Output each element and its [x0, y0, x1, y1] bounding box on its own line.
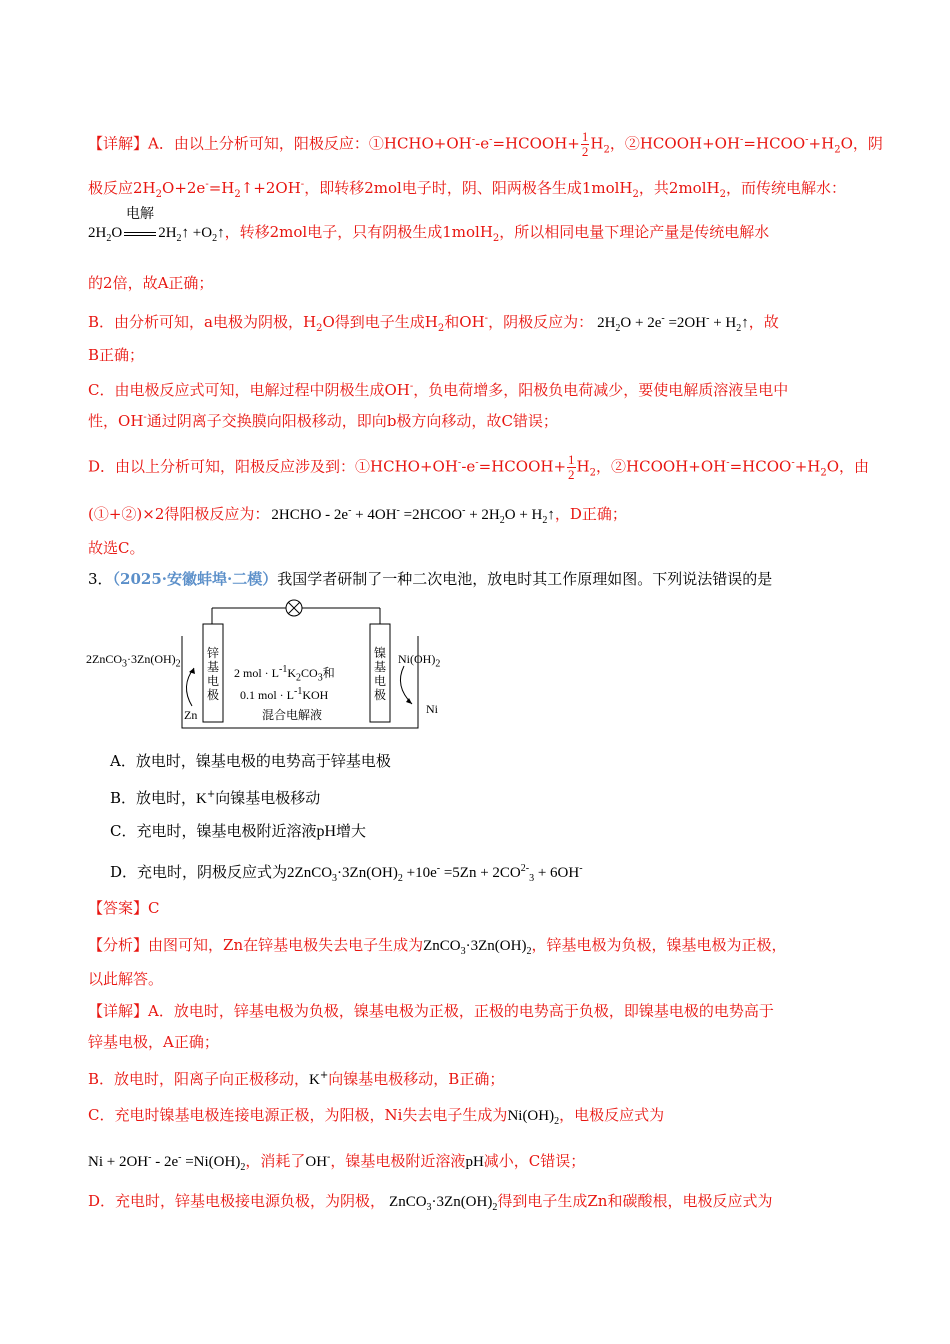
nickel-electrode-label: 镍 基 电 极	[373, 646, 386, 702]
left-compound-label: $2ZnCO_3\cdot 3Zn(OH)_2$	[86, 652, 181, 670]
option-b-explanation: B．由分析可知，a电极为阴极，$H_2O$得到电子生成$H_2$和OH-，阴极反应为： $2H_2O + 2e^- =2OH^-$ + $H_2↑$，故	[88, 313, 779, 334]
detail-tag: 【详解】	[88, 134, 149, 153]
electrolyte-line-3: 混合电解液	[262, 708, 323, 722]
option-d: D．充电时，阴极反应式为$2ZnCO_3\cdot 3Zn(OH)_2 +10e^- =5Zn + 2CO^{2-}_3 + 6OH^-$	[110, 863, 583, 884]
option-b: B．放电时，K+向镍基电极移动	[110, 789, 321, 807]
battery-diagram	[86, 596, 466, 736]
detail2-line-2: 锌基电极，A正确；	[88, 1033, 219, 1051]
zinc-electrode-label: 锌 基 电 极	[206, 646, 219, 702]
detail2-option-d: D．充电时，锌基电极接电源负极，为阴极， $ZnCO_3\cdot 3Zn(OH)_2$得到电子生成Zn和碳酸根，电极反应式为	[88, 1192, 773, 1213]
electrolyte-line-1: 2 mol · $L^{-1}K_2CO_3$和	[234, 664, 335, 684]
ni-label: Ni	[426, 702, 438, 716]
option-c: C．充电时，镍基电极附近溶液pH增大	[110, 822, 367, 840]
zn-label: Zn	[184, 708, 198, 722]
electrolysis-equation: 电解 $2H_2O$ $2H_2↑$ $+O_2↑$	[88, 207, 225, 244]
option-d-explanation-cont: (①+②)×2得阳极反应为： 2HCHO - 2e- + 4OH- =2HCOO- + $2H_2O$ + $H_2↑$，D正确；	[88, 505, 627, 526]
detail2-option-c: C．充电时镍基电极连接电源正极，为阳极，Ni失去电子生成为$Ni(OH)_2$，电极反应式为	[88, 1106, 665, 1127]
detail2-option-b: B．放电时，阳离子向正极移动，K+向镍基电极移动，B正确；	[88, 1070, 505, 1088]
detail-line-2: 极反应$2H_2O+2e^-=H_2↑+2OH^-$，即转移2mol电子时，阴、阳两极各生成1molH$_2$，共2molH$_2$，而传统电解水：	[88, 179, 846, 200]
detail-line-3: 电解 $2H_2O$ $2H_2↑$ $+O_2↑$，转移2mol电子，只有阴极生成1molH$_2$，所以相同电量下理论产量是传统电解水	[88, 222, 868, 249]
question-source: （2025·安徽蚌埠·二模）	[112, 570, 278, 588]
choose-line-1: 故选C。	[88, 539, 145, 557]
electrolyte-line-2: 0.1 mol · $L^{-1}KOH$	[240, 686, 329, 702]
detail2-option-c-cont: $Ni + 2OH^- - 2e^- =Ni(OH)_2$，消耗了OH-，镍基电极附近溶液pH减小，C错误；	[88, 1152, 586, 1173]
answer-line: 【答案】C	[88, 899, 160, 917]
analysis-line: 【分析】由图可知，Zn在锌基电极失去电子生成为$ZnCO_3\cdot 3Zn(OH)_2$，锌基电极为负极，镍基电极为正极，	[88, 936, 787, 957]
option-d-explanation: D．由以上分析可知，阳极反应涉及到：①HCHO+OH--e-=HCOOH+ $\frac{1}{2}$ $H_2$，$②HCOOH+OH^-=HCOO^-+H_2O$，由	[88, 452, 870, 482]
option-a: A．放电时，镍基电极的电势高于锌基电极	[110, 752, 391, 770]
detail2-line-1: 【详解】A．放电时，锌基电极为负极，镍基电极为正极，正极的电势高于负极，即镍基电极的电势高于	[88, 1002, 774, 1020]
nickel-hydroxide-label: $Ni(OH)_2$	[398, 652, 441, 670]
detail-line-1: 【详解】A．由以上分析可知，阳极反应：①HCHO+OH--e-=HCOOH+ $\frac{1}{2}$ $H_2$，$②HCOOH+OH^-=HCOO^-+H_2O$，阴	[88, 129, 883, 159]
analysis-line-cont: 以此解答。	[88, 970, 164, 988]
option-c-explanation-cont: 性，OH-通过阴离子交换膜向阳极移动，即向b极方向移动，故C错误；	[88, 412, 558, 430]
question-3-stem: 3．（2025·安徽蚌埠·二模）我国学者研制了一种二次电池，放电时其工作原理如图。下列说法错误的是	[88, 570, 773, 588]
detail-line-4: 的2倍，故A正确；	[88, 274, 214, 292]
option-b-explanation-cont: B正确；	[88, 346, 145, 364]
fraction: $\frac{1}{2}$	[581, 129, 589, 159]
option-c-explanation: C．由电极反应式可知，电解过程中阴极生成OH-，负电荷增多，阳极负电荷减少，要使电解质溶液呈电中	[88, 381, 789, 399]
